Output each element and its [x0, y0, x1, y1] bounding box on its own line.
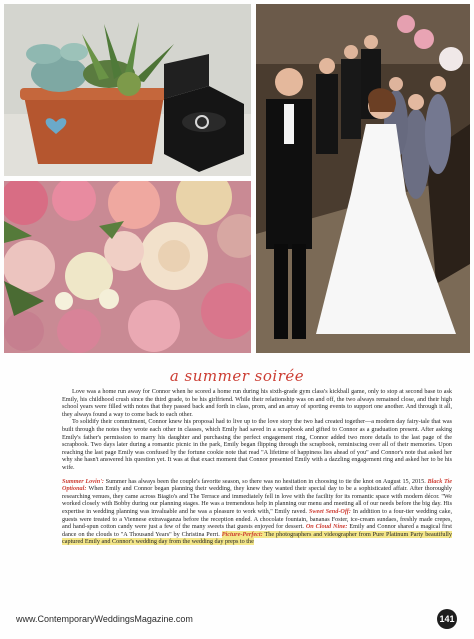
- rose-bouquet-photo: [4, 181, 251, 353]
- section-label-highlighted: Picture-Perfect:: [221, 530, 263, 538]
- article-body: [62, 388, 452, 546]
- section-label: On Cloud Nine:: [305, 523, 348, 531]
- section-label: Summer Lovin':: [62, 477, 104, 485]
- section-text: Emily and Connor shared a magical first dance on the clouds to "A Thousand Years" by Christina Perri.: [62, 523, 452, 538]
- section-text-highlighted: The photographers and videographer from Pure Platinum Party beautifully captured Emily and Connor's wedding day from the wedding day preps to the: [62, 530, 452, 546]
- article-paragraph: To solidify their commitment, Connor knew his proposal had to live up to the love story the two had created together—a modern day fairy-tale that was built through the notes they wrote each other in classes, which Emily had saved in a scrapbook and gifted to Connor as a graduation present. After asking Emily's father's permission to marry his daughter and purchasing the perfect engagement ring, Connor added two more details to the last page of the scrapbook. Two days later during a romantic picnic in the park, Emily began flipping through the scrapbook, reminiscing over all of their memories. Upon reaching the last page Emily was confused by the fortune cookie note that read "A lifetime of happiness lies ahead of you" and Connor's note that asked her why she hasn't answered his question yet. It was at that exact moment that Connor presented Emily with a dazzling engagement ring and asked her to be his wife.: [62, 418, 452, 471]
- bridal-party-photo: [256, 4, 470, 353]
- succulent-ring-photo: [4, 4, 251, 176]
- article-heading: a summer soirée: [169, 367, 305, 385]
- article-paragraph: Love was a home run away for Connor when he scored a home run during his sixth-grade gym class's kickball game, only to stop at second base to ask Emily, his childhood crush since the third grade, to be his girlfriend. While their relationship was on and off, the two always remained close, and their high school years were filled with notes that they passed back and forth in class, prom, and an array of sporting events to support one another. And through it all, they always found a way to come back to each other.: [62, 388, 452, 418]
- succulent-ring-illustration: [4, 4, 251, 176]
- page-number-badge: 141: [437, 609, 457, 629]
- footer-website-link[interactable]: www.ContemporaryWeddingsMagazine.com: [16, 614, 193, 624]
- section-text: When Emily and Connor began planning their wedding, they knew they wanted their special day to be a sophisticated affair. After thoroughly researching venues, they came across Biagio's and The Terrace and immediately fell in love with the facility for its romantic space with modern décor. "We worked closely with Bobby during our planning stages. He was a tremendous help in planning our menu and meeting all of our needs before the big day. His expertise in wedding planning was invaluable and he was a pleasure to work with," Emily raved.: [62, 485, 452, 515]
- section-label: Black Tie Optional:: [62, 477, 453, 493]
- section-label: Sweet Send-Off:: [308, 507, 351, 515]
- section-text: In addition to a four-tier wedding cake, guests were treated to a Viennese extravaganza before the reception ended. A chocolate fountain, bananas Foster, ice-cream sundaes, freshly made crepes, and hand-spun cotton candy were just a few of the many sweets that guests enjoyed for dessert.: [62, 507, 452, 531]
- section-text: Summer has always been the couple's favorite season, so there was no hesitation in choosing to tie the knot on August 15, 2015.: [103, 477, 428, 485]
- bridal-party-illustration: [256, 4, 470, 353]
- article-paragraph-details: [62, 478, 452, 546]
- rose-bouquet-illustration: [4, 181, 251, 353]
